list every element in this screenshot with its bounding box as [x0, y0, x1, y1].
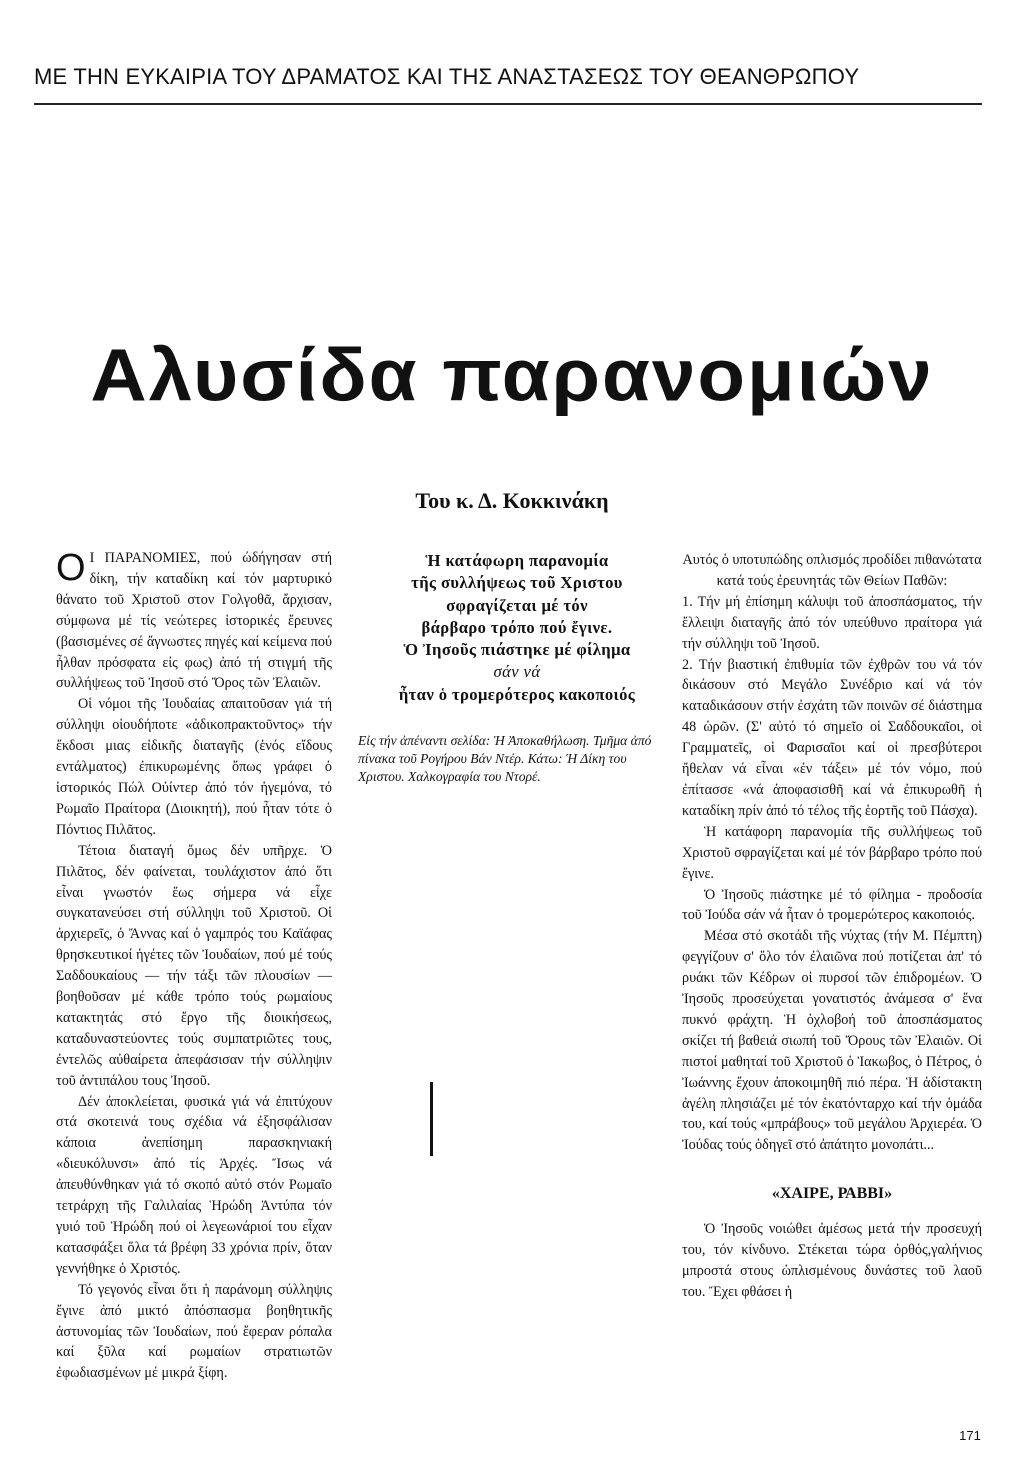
paragraph: Τό γεγονός εἶναι ὅτι ἡ παράνομη σύλληψις ἔγινε ἀπό μικτό ἀπόσπασμα βοηθητικῆς ἀστυνομίας τῶν Ἰουδαίων, πού ἔφεραν ρόπαλα καί ξῦλα καί ρωμαίων στρατιωτῶν ἐφωδιασμένων μέ μικρά ξίφη.	[56, 1281, 332, 1382]
paragraph: Μέσα στό σκοτάδι τῆς νύχτας (τήν Μ. Πέμπτη) φεγγίζουν σ' ὅλο τόν ἐλαιῶνα πού ποτίζεται ἀπ' τό ρυάκι τῶν Κέδρων οἱ πυρσοί τῶν ἐπιδρομέων. Ὁ Ἰησοῦς προσεύχεται γονατιστός ἀνάμεσα σ' ἕνα πυκνό φράχτη. Ἡ ὀχλοβοή τοῦ ἀποσπάσματος σκίζει τή βαθειά σιωπή τοῦ Ὄρους τῶν Ἐλαιῶν. Οἱ πιστοί μαθηταί τοῦ Χριστοῦ ὁ Ἰακωβος, ὁ Πέτρος, ὁ Ἰωάννης ἔχουν ἀποκοιμηθῆ πιό πέρα. Ἡ ἀδίστακτη ἀγέλη πλησιάζει μέ τόν ἑκατόνταρχο καί τήν ὁμάδα του, καί τούς «μπράβους» τοῦ μεγάλου Ἀρχιερέα. Ὁ Ἰούδας τούς ὁδηγεῖ στό ἀπάτητο μονοπάτι...	[682, 928, 982, 1154]
pull-quote-line: σάν νά	[493, 662, 541, 682]
paragraph: Τέτοια διαταγή ὅμως δέν υπῆρχε. Ὁ Πιλᾶτος, δέν φαίνεται, τουλάχιστον ἀπό ὅτι εἶναι γνωστόν ἕως σήμερα νά εἶχε συγκατανεύσει στή σύλληψι τοῦ Χριστοῦ. Οἱ ἀρχιερεῖς, ὁ Ἄννας καί ὁ γαμπρός του Καϊάφας θρησκευτικοί ἡγέτες τῶν Ἰουδαίων, πού μέ τούς Σαδδουκαίους — τήν τάξι τῶν πλουσίων — βοηθοῦσαν μέ κάθε τρόπο τούς ρωμαίους κατακτητάς στό ἔργο τῆς διοικήσεως, καταδυναστεύοντες τούς συμπατριῶτες τους, ἐντελῶς αὐθαίρετα ἀπεφάσισαν τήν σύλληψιν τοῦ ἀντιπάλου τους Ἰησοῦ.	[56, 842, 332, 1089]
pull-quote-line: ἦταν ὁ τρομερότερος κακοποιός	[398, 684, 636, 704]
paragraph: Οἱ νόμοι τῆς Ἰουδαίας απαιτοῦσαν γιά τή σύλληψι οἱουδήποτε «ἀδικοπρακτοῦντος» τήν ἔκδοσι μιας εἰδικῆς διαταγῆς (ἑνός εἴδους εντάλματος) ἐπικυρωμένης ὅπως γράφει ὁ ἱστορικός Πώλ Οὐίντερ ἀπό τόν ἡγεμόνα, τό Ρωμαῖο Πραίτορα (Διοικητή), πού ἦταν τότε ὁ Πόντιος Πιλᾶτος.	[56, 696, 332, 838]
paragraph	[56, 548, 332, 694]
image-caption: Εἰς τήν ἀπέναντι σελίδα: Ἡ Ἀποκαθήλωση. Τμῆμα ἀπό πίνακα τοῦ Ρογήρου Βάν Ντέρ. Κάτω: Ἡ Δίκη του Χριστου. Χαλκογραφία του Ντορέ.	[358, 733, 652, 784]
vertical-marker	[430, 1082, 433, 1156]
pull-quote-line: Ὁ Ἰησοῦς πιάστηκε μέ φίλημα	[403, 640, 631, 660]
pull-quote-line: βάρβαρο τρόπο πού ἔγινε.	[421, 617, 613, 637]
drop-cap: Ο	[56, 547, 86, 589]
pull-quote-line: σφραγίζεται μέ τόν	[446, 595, 588, 615]
list-item: 2. Τήν βιαστική ἐπιθυμία τῶν ἐχθρῶν του νά τόν δικάσουν στό Μεγάλο Συνέδριο καί νά τόν καταδικάσουν στήν ἐσχάτη τῶν ποινῶν σέ διάστημα 48 ὡρῶν. (Σ' αὐτό τό σημεῖο οἱ Σαδδουκαῖοι, οἱ Γραμματεῖς, οἱ Φαρισαῖοι καί οἱ πρεσβύτεροι ἤθελαν νά εἶναι «ἐν τάξει» μέ τόν νόμο, πού ἐπίτασσε «νά ἀποφασισθῆ καί νά ἐπικυρωθῆ ἡ καταδίκη πρίν ἀπό τό τέλος τῆς ἑορτῆς τοῦ Πάσχα).	[682, 656, 982, 819]
pull-quote-line: Ἡ κατάφωρη παρανομία	[425, 551, 609, 570]
paragraph: Δέν ἀποκλείεται, φυσικά γιά νά ἐπιτύχουν στά σκοτεινά τους σχέδια νά ἐξησφάλισαν κάποια ἀνεπίσημη παρασκηνιακή «διευκόλυνσι» ἀπό τίς Ἀρχές. Ἴσως νά ἀπευθύνθηκαν γιά τό σκοπό αὐτό στόν Ρωμαῖο τετράρχη τῆς Γαλιλαίας Ἡρώδη Ἀντύπα τόν γυιό τοῦ Ἡρώδη πού οἱ λεγεωνάριοί του εἶχαν κατασφάξει ὅλα τά βρέφη 33 χρόνια πρίν, ὅταν γεννήθηκε ὁ Χριστός.	[56, 1093, 332, 1277]
paragraph: Αυτός ὁ υποτυπώδης οπλισμός προδίδει πιθανώτατα κατά τούς ἐρευνητάς τῶν Θείων Παθῶν:	[682, 552, 982, 589]
header-rule	[34, 103, 982, 105]
paragraph: Ἡ κατάφορη παρανομία τῆς συλλήψεως τοῦ Χριστοῦ σφραγίζεται καί μέ τόν βάρβαρο τρόπο πού ἔγινε.	[682, 823, 982, 882]
paragraph: Ὁ Ἰησοῦς πιάστηκε μέ τό φίλημα - προδοσία τοῦ Ἰούδα σάν νά ἦταν ὁ τρομερώτερος κακοποιός.	[682, 886, 982, 924]
running-header: ΜΕ ΤΗΝ ΕΥΚΑΙΡΙΑ ΤΟΥ ΔΡΑΜΑΤΟΣ ΚΑΙ ΤΗΣ ΑΝΑΣΤΑΣΕΩΣ ΤΟΥ ΘΕΑΝΘΡΩΠΟΥ	[34, 64, 860, 89]
paragraph: Ὁ Ἰησοῦς νοιώθει ἀμέσως μετά τήν προσευχή του, τόν κίνδυνο. Στέκεται τώρα ὀρθός,γαλήνιος μπροστά στους ὡπλισμένους δυνάστες τοῦ λαοῦ του. Ἔχει φθάσει ἡ	[682, 1221, 982, 1300]
list-item: 1. Τήν μή ἐπίσημη κάλυψι τοῦ ἀποσπάσματος, τήν ἔλλειψι διαταγῆς ἀπό τόν υπεύθυνο πραίτορα γιά τήν σύλληψι τοῦ Ἰησοῦ.	[682, 593, 982, 652]
column-middle	[358, 550, 676, 785]
column-left	[56, 548, 332, 1384]
column-right	[682, 550, 982, 1303]
subheading: «ΧΑΙΡΕ, ΡΑΒΒΙ»	[771, 1185, 893, 1203]
paragraph-text: Ι ΠΑΡΑΝΟΜΙΕΣ, πού ώδήγησαν στή δίκη, τήν καταδίκη καί τόν μαρτυρικό θάνατο τοῦ Χριστοῦ στον Γολγοθᾶ, ἄρχισαν, σύμφωνα μέ τίς νεώτερες ἱστορικές ἔρευνες (βασισμένες σέ ἄγνωστες πηγές καί κείμενα πού ἦλθαν πρόσφατα εἰς φως) ἀπό τή στιγμή τῆς συλλήψεως τοῦ Ἰησοῦ στό Ὄρος τῶν Ἐλαιῶν.	[56, 550, 332, 692]
page-number: 171	[959, 1428, 981, 1443]
article-title: Αλυσίδα παρανομιών	[90, 333, 934, 417]
pull-quote	[358, 550, 676, 706]
byline: Του κ. Δ. Κοκκινάκη	[415, 488, 609, 513]
pull-quote-line: τῆς συλλήψεως τοῦ Χριστου	[411, 573, 623, 593]
